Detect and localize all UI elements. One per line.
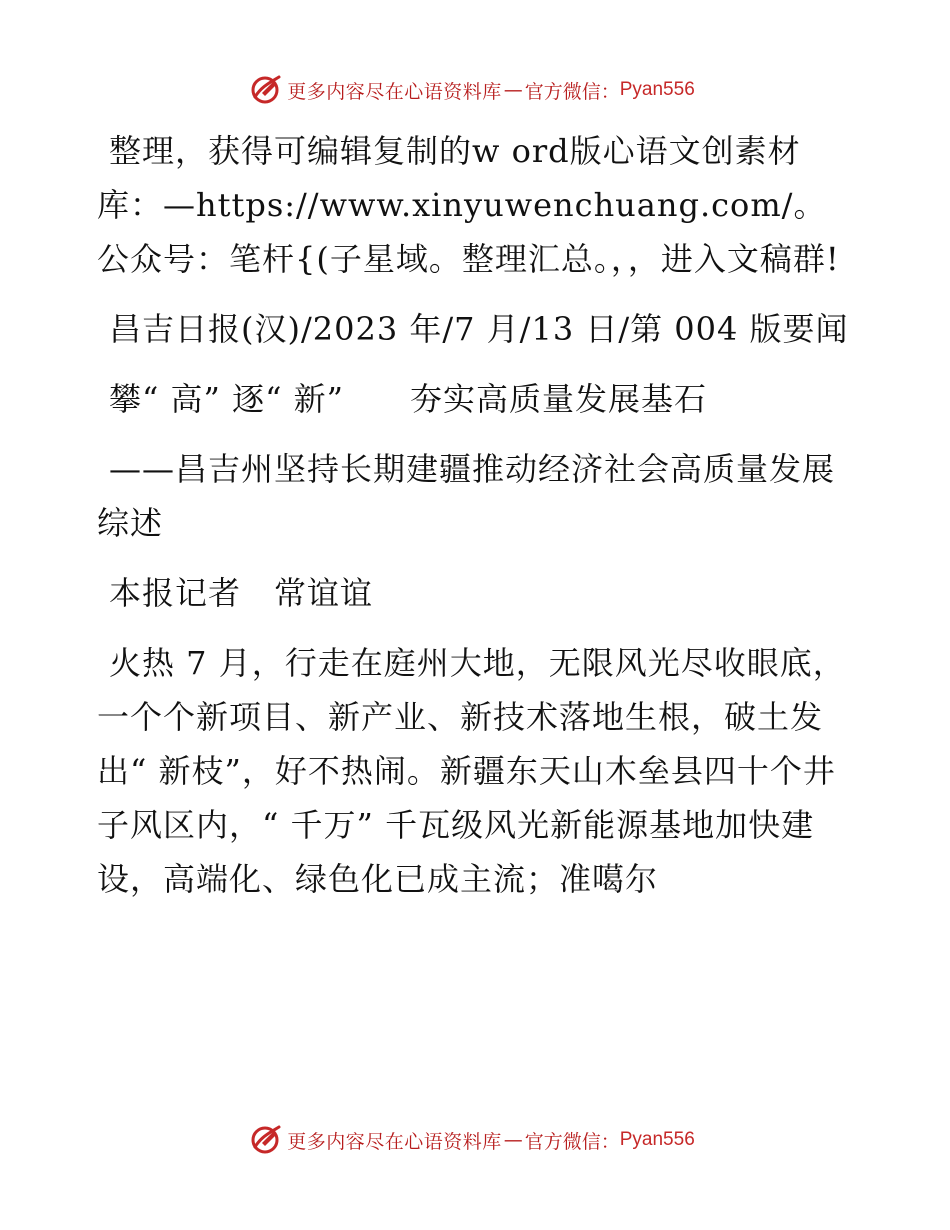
- intro-paragraph: 整理，获得可编辑复制的w ord版心语文创素材库：—https://www.xinyuwenchuang.com/。公众号：笔杆{(子星域。整理汇总。，，进入文稿群!: [97, 132, 840, 278]
- banner-wechat-id: Pyan556: [619, 79, 695, 100]
- banner-wechat-label: 官方微信：: [524, 80, 620, 103]
- header-banner: [0, 68, 950, 112]
- banner-slogan: 更多内容尽在心语资料库: [287, 80, 502, 103]
- source-line: 昌吉日报(汉)/2023 年/7 月/13 日/第 004 版要闻: [109, 310, 849, 348]
- body-paragraph: 火热 7 月，行走在庭州大地，无限风光尽收眼底，一个个新项目、新产业、新技术落地生根，破土发出“ 新枝”，好不热闹。新疆东天山木垒县四十个井子风区内，“ 千万” 千瓦级风光新能源基地加快建设，高端化、绿色化已成主流；准噶尔: [97, 644, 846, 898]
- document-body: [97, 124, 857, 922]
- article-title: 攀“ 高” 逐“ 新” 夯实高质量发展基石: [109, 380, 707, 418]
- banner-content: [249, 73, 695, 107]
- banner-slogan: 更多内容尽在心语资料库: [287, 1130, 502, 1153]
- banner-dash: —: [503, 1129, 523, 1151]
- banner-wechat-id: Pyan556: [619, 1129, 695, 1150]
- banner-content: [249, 1123, 695, 1157]
- banner-dash: —: [503, 79, 523, 101]
- pen-swirl-logo-icon: [249, 1123, 283, 1157]
- byline: 本报记者 常谊谊: [109, 574, 374, 612]
- banner-wechat-label: 官方微信：: [524, 1130, 620, 1153]
- article-subtitle: ——昌吉州坚持长期建疆推动经济社会高质量发展综述: [97, 450, 836, 542]
- footer-banner: [0, 1118, 950, 1162]
- pen-swirl-logo-icon: [249, 73, 283, 107]
